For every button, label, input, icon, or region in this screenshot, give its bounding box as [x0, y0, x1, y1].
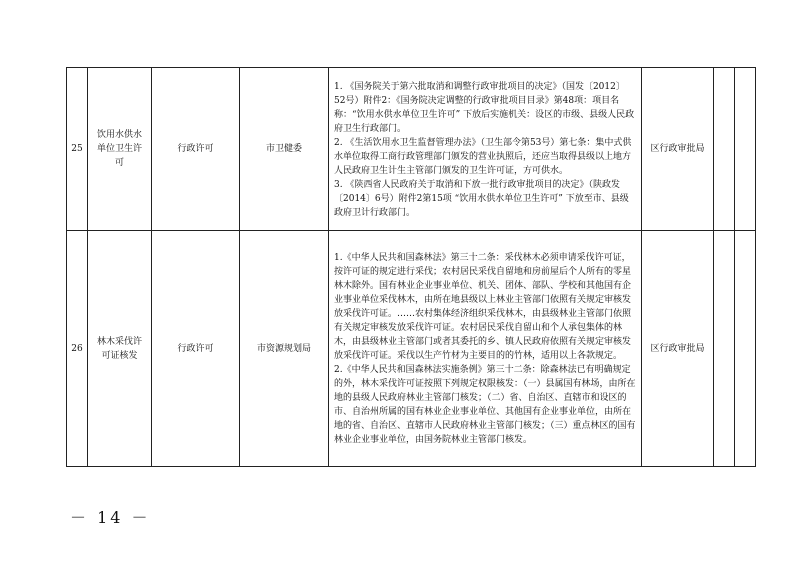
approval-authority: 区行政审批局	[642, 231, 714, 467]
basis-paragraph: 2.《中华人民共和国森林法实施条例》第三十二条：除森林法已有明确规定的外，林木采伐许可证按照下列规定权限核发：（一）县属国有林场，由所在地的县级人民政府林业主管部门核发；（二）省、自治区、直辖市和设区的市、自治州所属的国有林业企业事业单位、其他国有企业事业单位，由所在地的省、自治区、直辖市人民政府林业主管部门核发；（三）重点林区的国有林业企业事业单位，由国务院林业主管部门核发。	[334, 365, 636, 445]
implementing-department: 市卫健委	[240, 68, 329, 231]
basis-paragraph: 2. 《生活饮用水卫生监督管理办法》（卫生部令第53号）第七条：集中式供水单位取得工商行政管理部门颁发的营业执照后，还应当取得县级以上地方人民政府卫生计生主管部门颁发的卫生许可证，方可供水。	[334, 137, 632, 176]
empty-cell	[735, 68, 756, 231]
empty-cell	[714, 231, 735, 467]
row-number: 26	[67, 231, 88, 467]
table-row	[67, 68, 756, 231]
basis-paragraph: 3. 《陕西省人民政府关于取消和下放一批行政审批项目的决定》（陕政发〔2014〕6号）附件2第15项 “饮用水供水单位卫生许可” 下放至市、县级政府卫计行政部门。	[334, 179, 629, 218]
row-number: 25	[67, 68, 88, 231]
legal-basis	[329, 68, 642, 231]
item-table	[66, 67, 756, 467]
legal-basis	[329, 231, 642, 467]
item-name: 饮用水供水单位卫生许可	[88, 68, 152, 231]
approval-authority: 区行政审批局	[642, 68, 714, 231]
implementing-department: 市资源规划局	[240, 231, 329, 467]
item-type: 行政许可	[152, 231, 240, 467]
page-number: － 14 －	[70, 508, 151, 527]
basis-paragraph: 1. 《国务院关于第六批取消和调整行政审批项目的决定》（国发〔2012〕52号）附件2：《国务院决定调整的行政审批项目目录》第48项：项目名称：“饮用水供水单位卫生许可” 下放后实施机关：设区的市级、县级人民政府卫生行政部门。	[334, 81, 635, 134]
table-row	[67, 231, 756, 467]
item-type: 行政许可	[152, 68, 240, 231]
empty-cell	[735, 231, 756, 467]
basis-paragraph: 1.《中华人民共和国森林法》第三十二条：采伐林木必须申请采伐许可证，按许可证的规定进行采伐；农村居民采伐自留地和房前屋后个人所有的零星林木除外。国有林业企业事业单位、机关、团体、部队、学校和其他国有企业事业单位采伐林木，由所在地县级以上林业主管部门依照有关规定审核发放采伐许可证。……农村集体经济组织采伐林木，由县级林业主管部门依照有关规定审核发放采伐许可证。农村居民采伐自留山和个人承包集体的林木，由县级林业主管部门或者其委托的乡、镇人民政府依照有关规定审核发放采伐许可证。采伐以生产竹材为主要目的的竹林，适用以上各款规定。	[334, 253, 632, 361]
item-name: 林木采伐许可证核发	[88, 231, 152, 467]
empty-cell	[714, 68, 735, 231]
